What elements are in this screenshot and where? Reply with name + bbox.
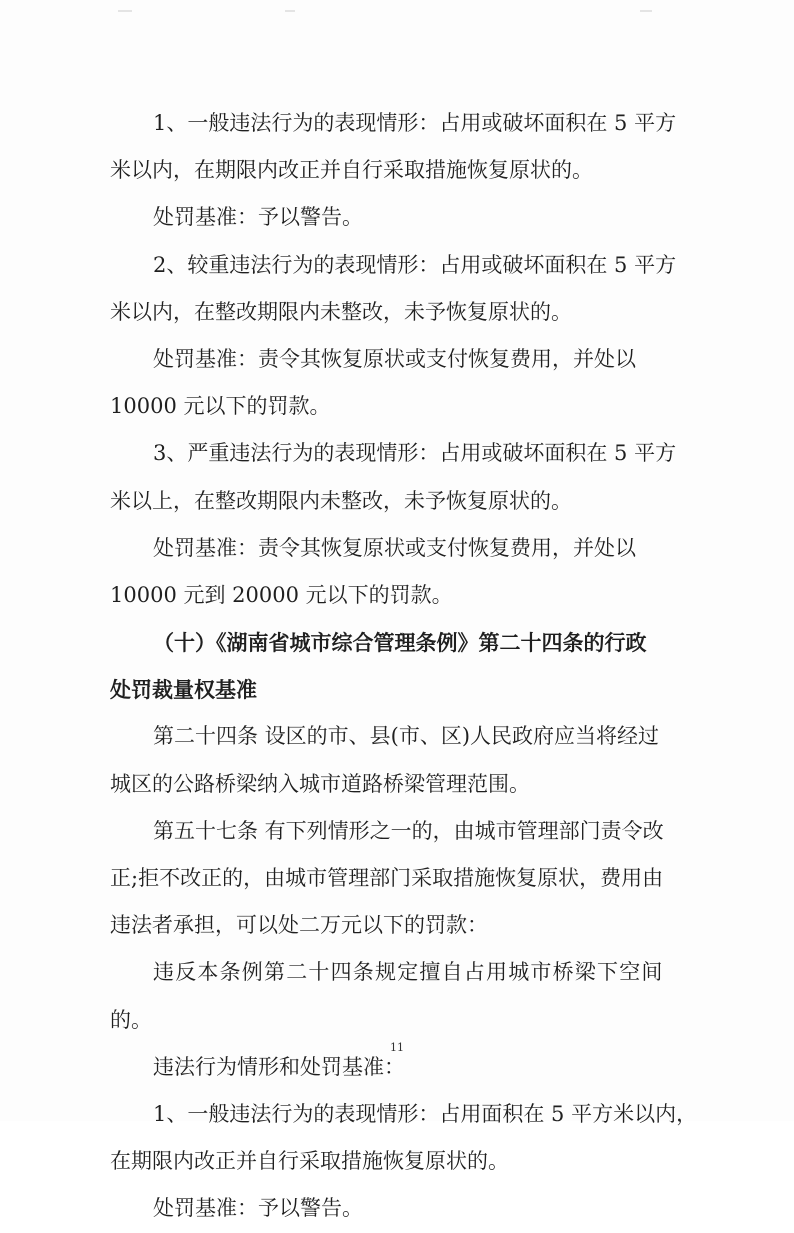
text-line: 米以内，在整改期限内未整改，未予恢复原状的。 (110, 299, 572, 324)
text-line: 10000 元以下的罚款。 (110, 394, 331, 419)
text-line: 米以上，在整改期限内未整改，未予恢复原状的。 (110, 488, 572, 513)
text-line: 处罚基准：责令其恢复原状或支付恢复费用，并处以 (153, 346, 636, 371)
text-line: 2、较重违法行为的表现情形：占用或破坏面积在 5 平方 (153, 252, 677, 277)
text-line: 城区的公路桥梁纳入城市道路桥梁管理范围。 (110, 771, 530, 796)
text-line: 1、一般违法行为的表现情形：占用面积在 5 平方米以内， (153, 1101, 698, 1126)
section-heading: （十）《湖南省城市综合管理条例》第二十四条的行政 (153, 630, 647, 656)
scan-artifact (285, 10, 295, 12)
text-line: 正;拒不改正的，由城市管理部门采取措施恢复原状，费用由 (110, 866, 664, 890)
text-line: 违反本条例第二十四条规定擅自占用城市桥梁下空间 (153, 960, 664, 985)
text-line: 米以内，在期限内改正并自行采取措施恢复原状的。 (110, 158, 593, 183)
scan-artifact (640, 10, 652, 12)
page-number: 11 (390, 1041, 404, 1054)
document-body (110, 100, 698, 1233)
text-line: 第二十四条 设区的市、县(市、区)人民政府应当将经过 (153, 724, 660, 749)
scan-artifact (118, 10, 132, 12)
text-line: 1、一般违法行为的表现情形：占用或破坏面积在 5 平方 (153, 111, 677, 135)
text-line: 处罚基准：责令其恢复原状或支付恢复费用，并处以 (153, 535, 636, 560)
text-line: 3、严重违法行为的表现情形：占用或破坏面积在 5 平方 (153, 441, 677, 466)
text-line: 的。 (110, 1007, 152, 1032)
text-line: 处罚基准：予以警告。 (153, 205, 363, 230)
text-line: 违法者承担，可以处二万元以下的罚款： (110, 913, 488, 938)
text-line: 第五十七条 有下列情形之一的，由城市管理部门责令改 (153, 818, 664, 843)
text-line: 违法行为情形和处罚基准： (153, 1054, 405, 1079)
text-line: 在期限内改正并自行采取措施恢复原状的。 (110, 1149, 509, 1174)
text-line: 处罚基准：予以警告。 (153, 1196, 363, 1221)
section-heading: 处罚裁量权基准 (110, 677, 257, 703)
text-line: 10000 元到 20000 元以下的罚款。 (110, 582, 453, 607)
